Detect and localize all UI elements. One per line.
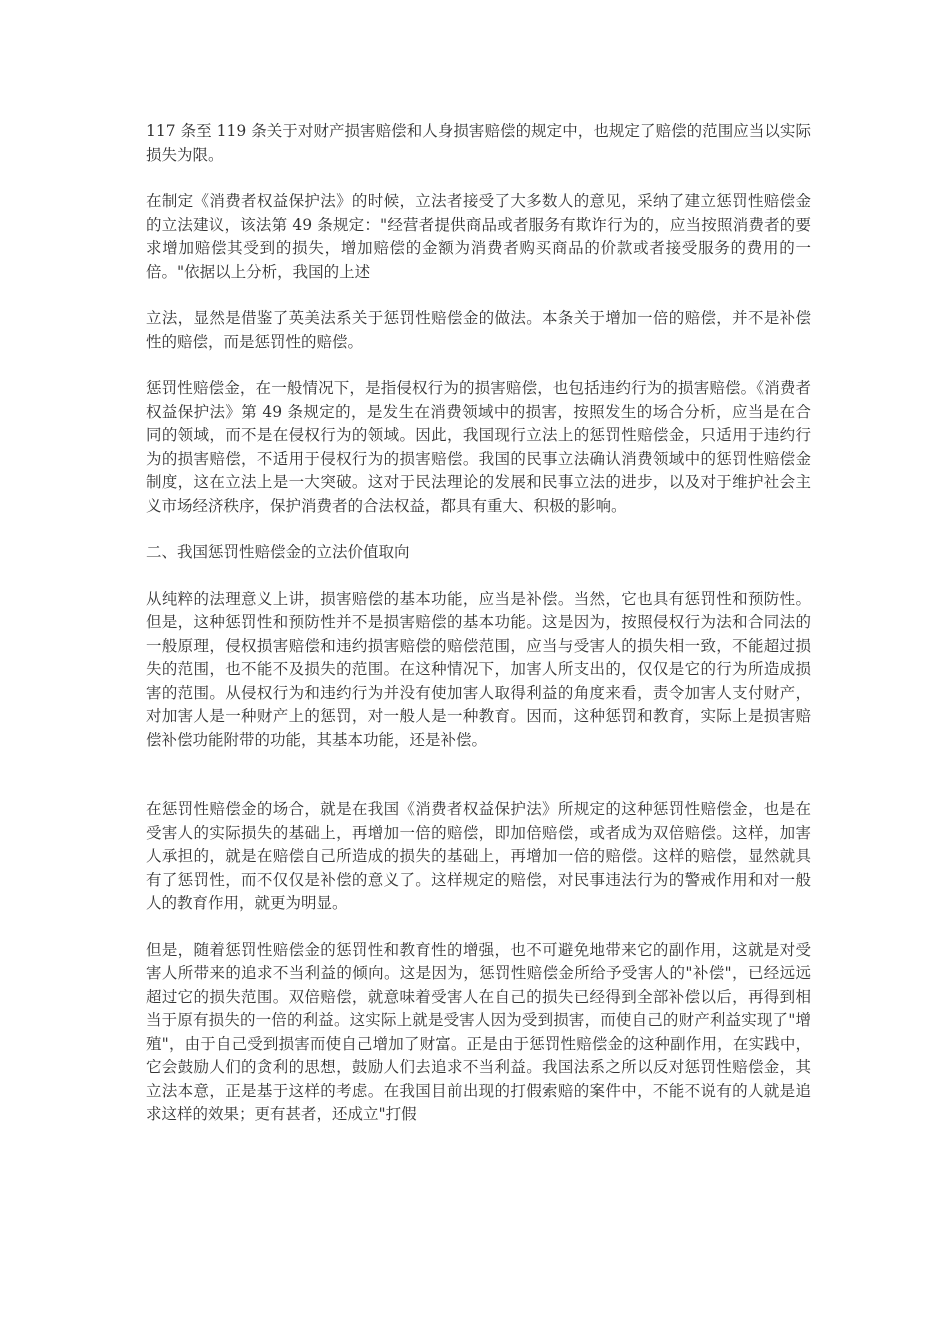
paragraph-1: 117 条至 119 条关于对财产损害赔偿和人身损害赔偿的规定中，也规定了赔偿的范围应当以实际损失为限。 bbox=[146, 122, 811, 164]
paragraph-2: 在制定《消费者权益保护法》的时候，立法者接受了大多数人的意见，采纳了建立惩罚性赔偿金的立法建议，该法第 49 条规定："经营者提供商品或者服务有欺诈行为的，应当按照消费者的要求增加赔偿其受到的损失，增加赔偿的金额为消费者购买商品的价款或者接受服务的费用的一倍。"依据以上分析，我国的上述 bbox=[146, 192, 811, 281]
paragraph-4: 惩罚性赔偿金，在一般情况下，是指侵权行为的损害赔偿，也包括违约行为的损害赔偿。《消费者权益保护法》第 49 条规定的，是发生在消费领域中的损害，按照发生的场合分析，应当是在合同的领域，而不是在侵权行为的领域。因此，我国现行立法上的惩罚性赔偿金，只适用于违约行为的损害赔偿，不适用于侵权行为的损害赔偿。我国的民事立法确认消费领域中的惩罚性赔偿金制度，这在立法上是一大突破。这对于民法理论的发展和民事立法的进步，以及对于维护社会主义市场经济秩序，保护消费者的合法权益，都具有重大、积极的影响。 bbox=[146, 379, 811, 515]
document-body bbox=[146, 120, 811, 1150]
section-heading: 二、我国惩罚性赔偿金的立法价值取向 bbox=[146, 543, 410, 561]
paragraph-6: 在惩罚性赔偿金的场合，就是在我国《消费者权益保护法》所规定的这种惩罚性赔偿金，也是在受害人的实际损失的基础上，再增加一倍的赔偿，即加倍赔偿，或者成为双倍赔偿。这样，加害人承担的，就是在赔偿自己所造成的损失的基础上，再增加一倍的赔偿。这样的赔偿，显然就具有了惩罚性，而不仅仅是补偿的意义了。这样规定的赔偿，对民事违法行为的警戒作用和对一般人的教育作用，就更为明显。 bbox=[146, 800, 811, 912]
paragraph-3: 立法，显然是借鉴了英美法系关于惩罚性赔偿金的做法。本条关于增加一倍的赔偿，并不是补偿性的赔偿，而是惩罚性的赔偿。 bbox=[146, 309, 811, 351]
paragraph-5: 从纯粹的法理意义上讲，损害赔偿的基本功能，应当是补偿。当然，它也具有惩罚性和预防性。但是，这种惩罚性和预防性并不是损害赔偿的基本功能。这是因为，按照侵权行为法和合同法的一般原理，侵权损害赔偿和违约损害赔偿的赔偿范围，应当与受害人的损失相一致，不能超过损失的范围，也不能不及损失的范围。在这种情况下，加害人所支出的，仅仅是它的行为所造成损害的范围。从侵权行为和违约行为并没有使加害人取得利益的角度来看，责令加害人支付财产，对加害人是一种财产上的惩罚，对一般人是一种教育。因而，这种惩罚和教育，实际上是损害赔偿补偿功能附带的功能，其基本功能，还是补偿。 bbox=[146, 589, 811, 749]
paragraph-7: 但是，随着惩罚性赔偿金的惩罚性和教育性的增强，也不可避免地带来它的副作用，这就是对受害人所带来的追求不当利益的倾向。这是因为，惩罚性赔偿金所给予受害人的"补偿"，已经远远超过它的损失范围。双倍赔偿，就意味着受害人在自己的损失已经得到全部补偿以后，再得到相当于原有损失的一倍的利益。这实际上就是受害人因为受到损害，而使自己的财产利益实现了"增殖"，由于自己受到损害而使自己增加了财富。正是由于惩罚性赔偿金的这种副作用，在实践中，它会鼓励人们的贪利的思想，鼓励人们去追求不当利益。我国法系之所以反对惩罚性赔偿金，其立法本意，正是基于这样的考虑。在我国目前出现的打假索赔的案件中，不能不说有的人就是追求这样的效果；更有甚者，还成立"打假 bbox=[146, 940, 811, 1123]
